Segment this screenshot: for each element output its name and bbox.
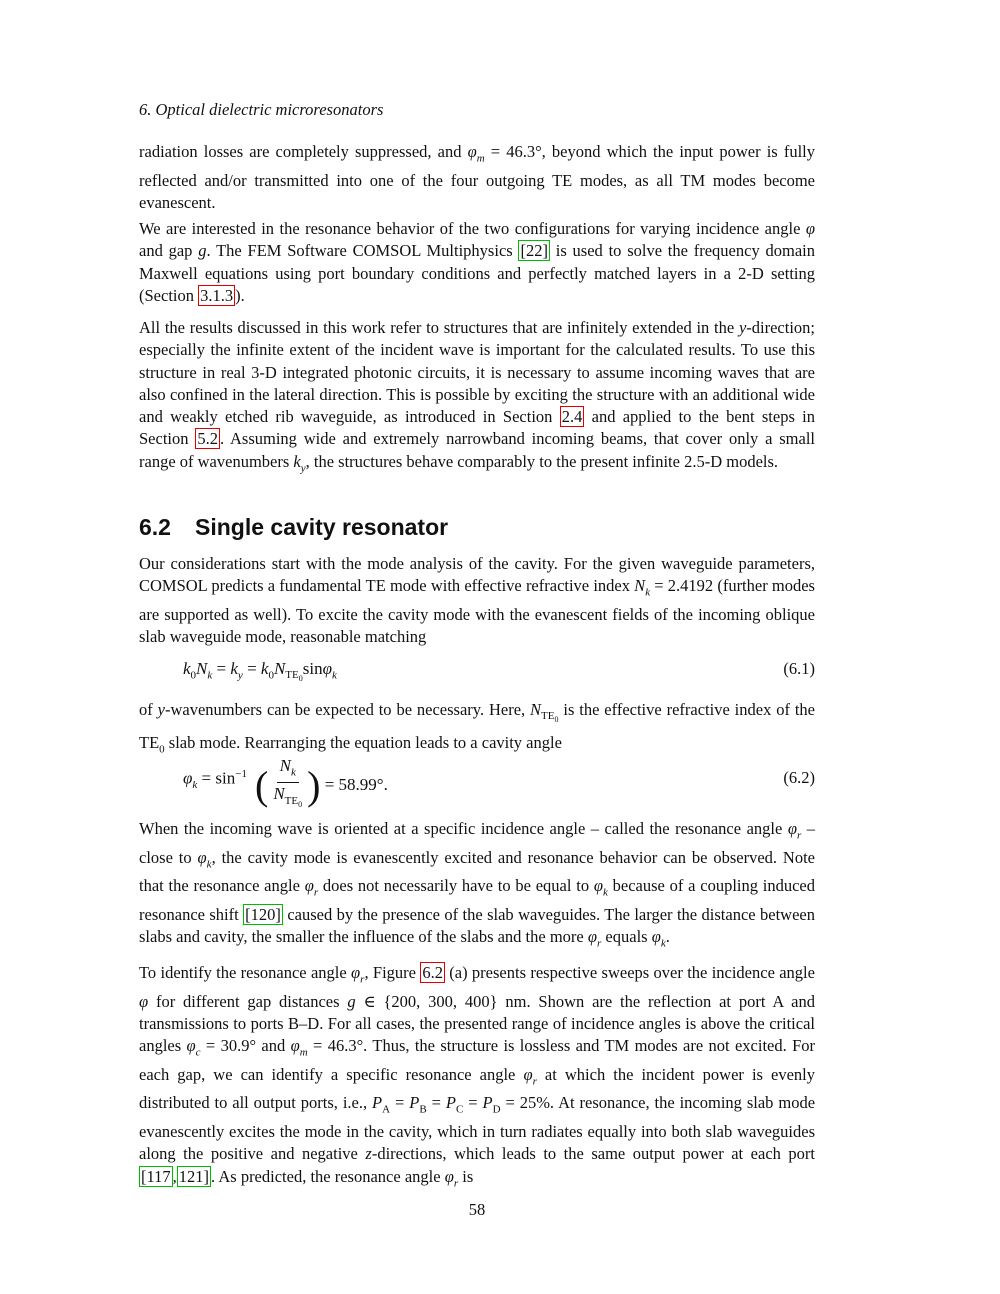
- equation-number: (6.2): [783, 768, 815, 787]
- paragraph-2: We are interested in the resonance behavior of the two configurations for varying incidence angle φ and gap g. The FEM Software COMSOL Multiphysics [22] is used to solve the frequency domain Maxwell equations using port boundary conditions and perfectly matched layers in a 2-D setting (Section 3.1.3 ).: [139, 219, 815, 305]
- citation-117[interactable]: [117: [141, 1166, 171, 1186]
- ref-section-2-4[interactable]: 2.4: [561, 407, 583, 427]
- ref-figure-6-2[interactable]: 6.2: [422, 963, 443, 982]
- section-heading: [139, 514, 448, 541]
- equation-6-1: $k_0N_k = k_y = k_0N_{TE_0}\sin\varphi_k$ (6.1): [183, 659, 815, 684]
- paragraph-5: of y-wavenumbers can be expected to be necessary. Here, $N_{TE_0}$ is the effective refractive index of the $TE_0$ slab mode. Rearranging the equation leads to a cavity angle: [139, 700, 815, 756]
- ref-section-5-2[interactable]: 5.2: [197, 429, 218, 449]
- section-number: 6.2: [139, 514, 171, 540]
- ref-section-3-1-3[interactable]: 3.1.3: [200, 285, 234, 305]
- citation-120[interactable]: [120]: [245, 904, 281, 924]
- page-number: 58: [468, 1200, 486, 1219]
- paragraph-7: To identify the resonance angle $\varphi_r$, Figure 6.2 (a) presents respective sweeps over the incidence angle φ for different gap distances g ∈ {200, 300, 400} nm. Shown are the reflection at port A and transmissions to ports B–D. For all cases, the presented range of incidence angles is above the critical angles $\varphi_c = 30.9^\circ$ and $\varphi_m = 46.3^\circ$. Thus, the structure is lossless and TM modes are not excited. For each gap, we can identify a specific resonance angle $\varphi_r$ at which the incident power is evenly distributed to all output ports, i.e., $P_A = P_B = P_C = P_D = 25\%$. At resonance, the incoming slab mode evanescently excites the mode in the cavity, which in turn radiates equally into both slab waveguides along the positive and negative z-directions, which leads to the same output power at each port [117 , 121] . As predicted, the resonance angle $\varphi_r$ is: [139, 963, 816, 1189]
- paragraph-6: When the incoming wave is oriented at a specific incidence angle – called the resonance angle $\varphi_r$ – close to $\varphi_k$, the cavity mode is evanescently excited and resonance behavior can be observed. Note that the resonance angle $\varphi_r$ does not necessarily have to be equal to $\varphi_k$ because of a coupling induced resonance shift [120] caused by the presence of the slab waveguides. The larger the distance between slabs and cavity, the smaller the influence of the slabs and the more $\varphi_r$ equals $\varphi_k$.: [139, 819, 816, 950]
- paragraph-1: radiation losses are completely suppressed, and $\varphi_m = 46.3^\circ$, beyond which the input power is fully reflected and/or transmitted into one of the four outgoing TE modes, as all TM modes become evanescent.: [139, 142, 816, 212]
- running-head: 6. Optical dielectric microresonators: [139, 100, 384, 119]
- citation-22[interactable]: [22]: [520, 241, 548, 261]
- section-title: Single cavity resonator: [195, 514, 449, 540]
- paragraph-3: All the results discussed in this work refer to structures that are infinitely extended in the y-direction; especially the infinite extent of the incident wave is important for the calculated results. To use this structure in real 3-D integrated photonic circuits, it is necessary to assume incoming waves that are also confined in the lateral direction. This is possible by exciting the structure with an additional wide and weakly etched rib waveguide, as introduced in Section 2.4 and applied to the bent steps in Section 5.2 . Assuming wide and extremely narrowband incoming beams, that cover only a small range of wavenumbers $k_y$, the structures behave comparably to the present infinite 2.5-D models.: [139, 318, 816, 475]
- equation-number: (6.1): [783, 659, 815, 678]
- paragraph-4: Our considerations start with the mode analysis of the cavity. For the given waveguide parameters, COMSOL predicts a fundamental TE mode with effective refractive index $N_k = 2.4192$ (further modes are supported as well). To excite the cavity mode with the evanescent fields of the incoming oblique slab waveguide mode, reasonable matching: [139, 554, 815, 647]
- equation-6-2: $\varphi_k = \sin^{-1}$ ( $\frac{N_k}{N_{TE_0}}$ ) = 58.99°. (6.2): [183, 756, 815, 809]
- citation-121[interactable]: 121]: [178, 1166, 210, 1186]
